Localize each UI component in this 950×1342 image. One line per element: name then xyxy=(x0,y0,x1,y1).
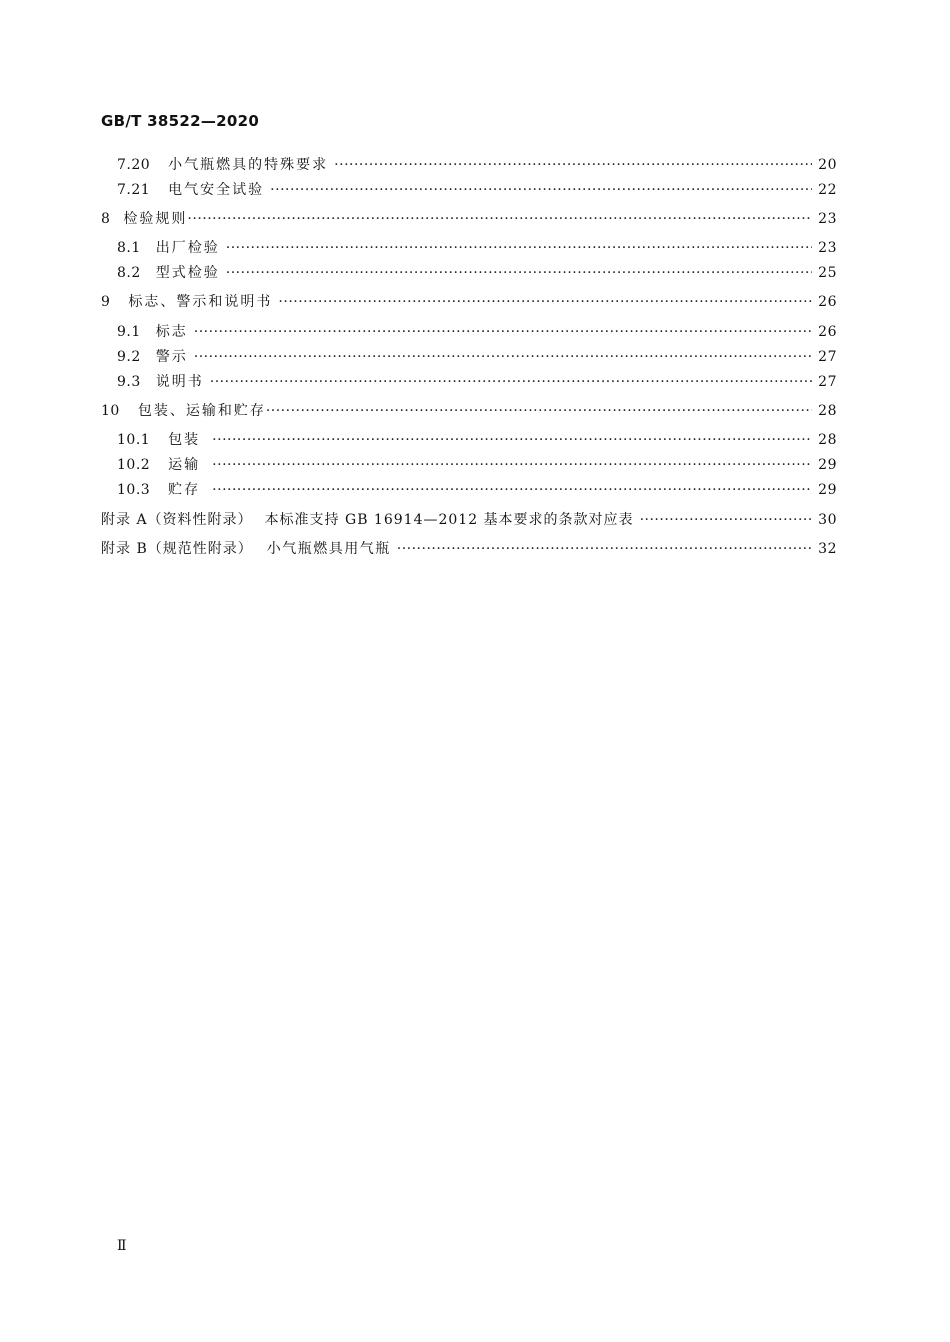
toc-entry-page: 23 xyxy=(818,211,837,227)
toc-dot-leader xyxy=(270,180,812,200)
toc-entry-title: 警示 xyxy=(155,349,188,365)
toc-entry-number: 附录 A（资料性附录） xyxy=(101,512,253,528)
toc-entry-8-1[interactable] xyxy=(117,238,837,258)
toc-dot-leader xyxy=(194,347,812,367)
toc-entry-title: 型式检验 xyxy=(155,265,220,281)
toc-dot-leader xyxy=(212,430,812,450)
toc-entry-number: 9.2 xyxy=(117,349,141,365)
toc-entry-page: 28 xyxy=(818,432,837,448)
toc-entry-number: 10.1 xyxy=(117,432,151,448)
toc-entry-number: 7.20 xyxy=(117,157,151,173)
toc-entry-appendix-b[interactable] xyxy=(101,539,837,559)
toc-entry-title: 包装、运输和贮存 xyxy=(137,403,266,419)
toc-entry-title: 电气安全试验 xyxy=(168,182,265,198)
standard-id-header: GB/T 38522—2020 xyxy=(101,112,260,130)
toc-dot-leader xyxy=(212,455,812,475)
toc-dot-leader xyxy=(210,372,812,392)
toc-entry-page: 20 xyxy=(818,157,837,173)
toc-entry-number: 9 xyxy=(101,294,111,310)
toc-entry-8-2[interactable] xyxy=(117,263,837,283)
toc-entry-title: 标志、警示和说明书 xyxy=(128,294,273,310)
toc-entry-title: 运输 xyxy=(168,457,201,473)
toc-entry-page: 23 xyxy=(818,240,837,256)
toc-entry-page: 25 xyxy=(818,265,837,281)
toc-entry-page: 26 xyxy=(818,294,837,310)
toc-entry-number: 附录 B（规范性附录） xyxy=(101,541,253,557)
toc-entry-number: 10.3 xyxy=(117,482,151,498)
toc-entry-title: 小气瓶燃具的特殊要求 xyxy=(168,157,329,173)
toc-entry-9-1[interactable] xyxy=(117,322,837,342)
toc-dot-leader xyxy=(194,322,812,342)
toc-entry-number: 8.1 xyxy=(117,240,141,256)
toc-entry-page: 22 xyxy=(818,182,837,198)
toc-entry-appendix-a[interactable] xyxy=(101,510,837,530)
toc-entry-number: 10 xyxy=(101,403,120,419)
toc-entry-title: 本标准支持 GB 16914—2012 基本要求的条款对应表 xyxy=(264,512,634,528)
toc-entry-page: 28 xyxy=(818,403,837,419)
toc-entry-page: 29 xyxy=(818,482,837,498)
page-number: Ⅱ xyxy=(117,1238,127,1254)
toc-entry-title: 标志 xyxy=(155,324,188,340)
toc-entry-9-3[interactable] xyxy=(117,372,837,392)
toc-entry-10[interactable] xyxy=(101,401,837,421)
toc-entry-title: 出厂检验 xyxy=(155,240,220,256)
toc-entry-title: 检验规则 xyxy=(123,211,188,227)
toc-entry-9[interactable] xyxy=(101,292,837,312)
toc-entry-number: 8.2 xyxy=(117,265,141,281)
toc-entry-7-21[interactable] xyxy=(117,180,837,200)
toc-entry-title: 包装 xyxy=(168,432,201,448)
toc-dot-leader xyxy=(226,263,812,283)
toc-entry-page: 29 xyxy=(818,457,837,473)
toc-dot-leader xyxy=(266,401,812,421)
toc-entry-number: 9.3 xyxy=(117,374,141,390)
toc-dot-leader xyxy=(278,292,812,312)
toc-dot-leader xyxy=(397,539,812,559)
toc-entry-number: 7.21 xyxy=(117,182,151,198)
toc-entry-number: 9.1 xyxy=(117,324,141,340)
toc-entry-page: 27 xyxy=(818,374,837,390)
toc-entry-title: 贮存 xyxy=(168,482,201,498)
toc-entry-10-2[interactable] xyxy=(117,455,837,475)
toc-entry-10-3[interactable] xyxy=(117,480,837,500)
toc-entry-8[interactable] xyxy=(101,209,837,229)
toc-entry-7-20[interactable] xyxy=(117,155,837,175)
toc-entry-9-2[interactable] xyxy=(117,347,837,367)
toc-entry-page: 30 xyxy=(818,512,837,528)
toc-entry-page: 32 xyxy=(818,541,837,557)
toc-dot-leader xyxy=(640,510,813,530)
toc-entry-title: 小气瓶燃具用气瓶 xyxy=(266,541,391,557)
toc-dot-leader xyxy=(226,238,812,258)
toc-dot-leader xyxy=(334,155,812,175)
toc-dot-leader xyxy=(187,209,812,229)
toc-entry-number: 10.2 xyxy=(117,457,151,473)
toc-entry-page: 26 xyxy=(818,324,837,340)
toc-entry-title: 说明书 xyxy=(155,374,204,390)
toc-entry-10-1[interactable] xyxy=(117,430,837,450)
toc-dot-leader xyxy=(212,480,812,500)
toc-entry-page: 27 xyxy=(818,349,837,365)
toc-entry-number: 8 xyxy=(101,211,111,227)
